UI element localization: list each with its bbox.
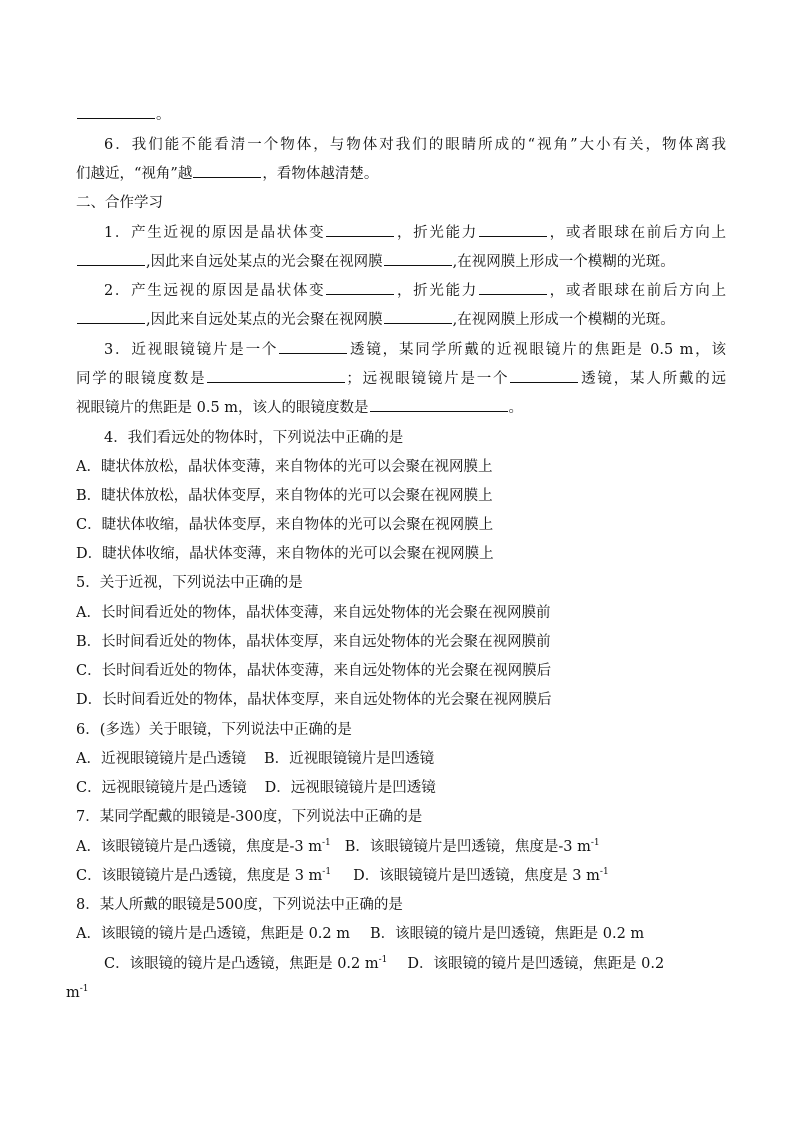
q5-option-b[interactable]: B．长时间看近处的物体，晶状体变厚，来自远处物体的光会聚在视网膜前 xyxy=(76,634,551,650)
q8-option-d[interactable]: D．该眼镜的镜片是凹透镜，焦距是 0.2 xyxy=(407,956,665,972)
q6-option-c[interactable]: C．远视眼镜镜片是凸透镜 xyxy=(76,780,247,796)
coop-q2-line1: 2．产生远视的原因是晶状体变 ，折光能力 ，或者眼球在前后方向上 xyxy=(76,280,726,302)
q7-option-b[interactable]: B．该眼镜镜片是凹透镜，焦度是-3 $m^{-1}$ xyxy=(344,838,600,855)
coop-q2-line2: ,因此来自远处某点的光会聚在视网膜 ,在视网膜上形成一个模糊的光斑。 xyxy=(76,309,726,331)
answer-blank[interactable] xyxy=(207,368,345,383)
answer-blank[interactable] xyxy=(510,368,578,383)
q4-option-b[interactable]: B．睫状体放松，晶状体变厚，来自物体的光可以会聚在视网膜上 xyxy=(76,488,493,504)
q8-option-a[interactable]: A．该眼镜的镜片是凸透镜，焦距是 0.2 m xyxy=(76,926,350,942)
answer-blank[interactable] xyxy=(326,222,394,237)
answer-blank[interactable] xyxy=(77,251,145,266)
q8-option-b[interactable]: B．该眼镜的镜片是凹透镜，焦距是 0.2 m xyxy=(370,926,645,942)
q6-stem: 6．(多选）关于眼镜，下列说法中正确的是 xyxy=(76,722,352,738)
answer-blank[interactable] xyxy=(384,251,452,266)
q8-options-cd xyxy=(76,953,726,975)
answer-blank[interactable] xyxy=(370,397,508,412)
q5-option-a[interactable]: A．长时间看近处的物体，晶状体变薄，来自远处物体的光会聚在视网膜前 xyxy=(76,605,551,621)
q5-option-c[interactable]: C．长时间看近处的物体，晶状体变薄，来自远处物体的光会聚在视网膜后 xyxy=(76,663,552,679)
coop-q1-line2: ,因此来自远处某点的光会聚在视网膜 ,在视网膜上形成一个模糊的光斑。 xyxy=(76,251,726,273)
answer-blank[interactable] xyxy=(193,163,261,178)
q7-options-ab xyxy=(76,836,726,858)
q8-option-c[interactable]: C．该眼镜的镜片是凸透镜，焦距是 0.2 $m^{-1}$ xyxy=(104,955,388,972)
q8-options-ab xyxy=(76,923,736,945)
q8-stem: 8．某人所戴的眼镜是500度，下列说法中正确的是 xyxy=(76,897,403,913)
answer-blank[interactable] xyxy=(279,339,347,354)
answer-blank[interactable] xyxy=(479,280,547,295)
prestudy-q6-line1: 6．我们能不能看清一个物体，与物体对我们的眼睛所成的“视角”大小有关，物体离我 xyxy=(104,137,726,153)
answer-blank[interactable] xyxy=(77,104,155,119)
q4-stem: 4．我们看远处的物体时，下列说法中正确的是 xyxy=(104,430,404,446)
q7-option-c[interactable]: C．该眼镜镜片是凸透镜，焦度是 3 $m^{-1}$ xyxy=(76,867,332,884)
q4-option-a[interactable]: A．睫状体放松，晶状体变薄，来自物体的光可以会聚在视网膜上 xyxy=(76,459,493,475)
answer-blank[interactable] xyxy=(77,309,145,324)
q4-option-c[interactable]: C．睫状体收缩，晶状体变厚，来自物体的光可以会聚在视网膜上 xyxy=(76,517,494,533)
q6-options-ab xyxy=(76,748,726,770)
q6-option-b[interactable]: B．近视眼镜镜片是凹透镜 xyxy=(263,751,435,767)
q8-option-d-tail: $m^{-1}$ xyxy=(66,984,89,1001)
q7-stem: 7．某同学配戴的眼镜是-300度，下列说法中正确的是 xyxy=(76,809,423,825)
q6-option-d[interactable]: D．远视眼镜镜片是凹透镜 xyxy=(264,780,436,796)
section-heading-cooperative: 二、合作学习 xyxy=(76,195,163,211)
q7-options-cd xyxy=(76,865,726,887)
prev-question-tail: 。 xyxy=(76,104,726,126)
answer-blank[interactable] xyxy=(384,309,452,324)
q7-option-d[interactable]: D．该眼镜镜片是凹透镜，焦度是 3 $m^{-1}$ xyxy=(353,867,609,884)
q4-option-d[interactable]: D．睫状体收缩，晶状体变薄，来自物体的光可以会聚在视网膜上 xyxy=(76,546,494,562)
answer-blank[interactable] xyxy=(326,280,394,295)
q6-option-a[interactable]: A．近视眼镜镜片是凸透镜 xyxy=(76,751,246,767)
coop-q3-line3: 视眼镜片的焦距是 0.5 m，该人的眼镜度数是 。 xyxy=(76,397,726,419)
q5-option-d[interactable]: D．长时间看近处的物体，晶状体变厚，来自远处物体的光会聚在视网膜后 xyxy=(76,692,552,708)
coop-q3-line1: 3．近视眼镜镜片是一个 透镜，某同学所戴的近视眼镜片的焦距是 0.5 m，该 xyxy=(76,339,726,361)
q5-stem: 5．关于近视，下列说法中正确的是 xyxy=(76,575,303,591)
coop-q3-line2: 同学的眼镜度数是 ；远视眼镜镜片是一个 透镜，某人所戴的远 xyxy=(76,368,726,390)
coop-q1-line1: 1．产生近视的原因是晶状体变 ，折光能力 ，或者眼球在前后方向上 xyxy=(76,222,726,244)
answer-blank[interactable] xyxy=(479,222,547,237)
q7-option-a[interactable]: A．该眼镜镜片是凸透镜，焦度是-3 $m^{-1}$ xyxy=(76,838,331,855)
q6-options-cd xyxy=(76,777,726,799)
prestudy-q6-line2: 们越近，“视角”越 ，看物体越清楚。 xyxy=(76,163,726,185)
